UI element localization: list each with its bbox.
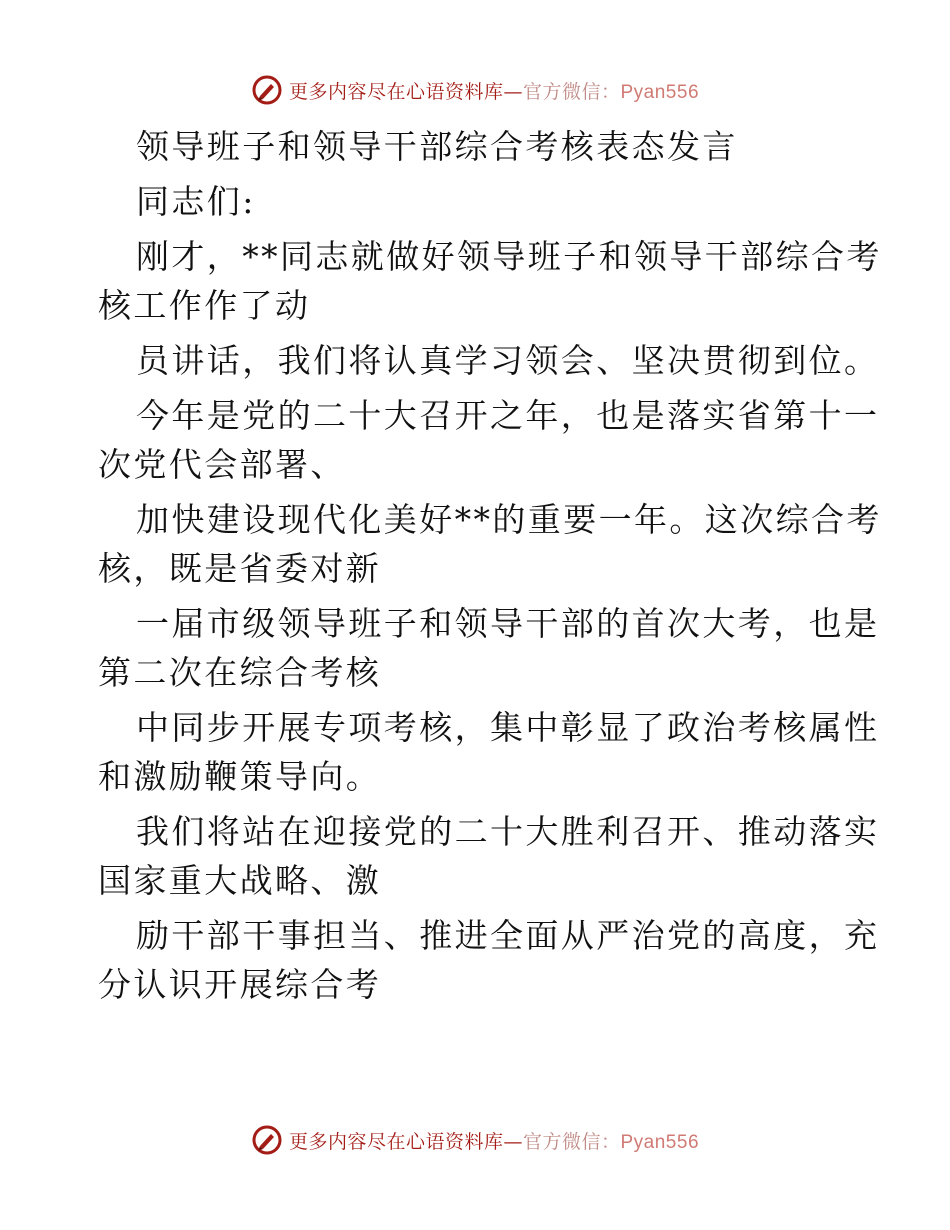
paragraph — [98, 495, 882, 593]
paragraph-line: 次党代会部署、 — [98, 445, 346, 484]
paragraph — [98, 391, 880, 489]
paragraph — [98, 703, 880, 801]
watermark-text — [289, 1127, 699, 1154]
paragraph-line: 核，既是省委对新 — [98, 549, 382, 588]
watermark-wechat-id: Pyan556 — [620, 81, 700, 103]
watermark-text — [289, 77, 699, 104]
greeting: 同志们: — [136, 182, 256, 221]
footer-watermark — [0, 1120, 950, 1160]
pen-logo-icon — [251, 74, 283, 106]
paragraph-line: 员讲话，我们将认真学习领会、坚决贯彻到位。 — [136, 341, 880, 380]
paragraph — [98, 911, 880, 1009]
paragraph — [98, 599, 880, 697]
paragraph-line: 核工作作了动 — [98, 286, 311, 325]
paragraph-line: 加快建设现代化美好**的重要一年。这次综合考 — [136, 500, 882, 539]
watermark-dash: — — [503, 80, 523, 103]
paragraph-line: 今年是党的二十大召开之年，也是落实省第十一 — [136, 396, 880, 435]
paragraph — [98, 232, 882, 330]
paragraph-line: 和激励鞭策导向。 — [98, 757, 382, 796]
watermark-site: 更多内容尽在心语资料库 — [288, 80, 504, 103]
paragraph-line: 中同步开展专项考核，集中彰显了政治考核属性 — [136, 708, 880, 747]
paragraph — [98, 336, 880, 385]
paragraph-line: 国家重大战略、激 — [98, 861, 382, 900]
paragraph-line: 励干部干事担当、推进全面从严治党的高度，充 — [136, 916, 880, 955]
watermark-label: 官方微信： — [522, 80, 621, 103]
watermark-label: 官方微信： — [522, 1130, 621, 1153]
paragraph-line: 一届市级领导班子和领导干部的首次大考，也是 — [136, 604, 880, 643]
paragraph-line: 我们将站在迎接党的二十大胜利召开、推动落实 — [136, 812, 880, 851]
paragraph-line: 第二次在综合考核 — [98, 653, 382, 692]
watermark-wechat-id: Pyan556 — [620, 1131, 700, 1153]
pen-logo-icon — [251, 1124, 283, 1156]
document-body — [98, 122, 882, 1015]
paragraph-line: 刚才，**同志就做好领导班子和领导干部综合考 — [136, 237, 882, 276]
header-watermark — [0, 70, 950, 110]
watermark-site: 更多内容尽在心语资料库 — [288, 1130, 504, 1153]
paragraph-line: 分认识开展综合考 — [98, 965, 382, 1004]
paragraph — [98, 807, 880, 905]
watermark-dash: — — [503, 1130, 523, 1153]
document-title: 领导班子和领导干部综合考核表态发言 — [136, 127, 738, 166]
